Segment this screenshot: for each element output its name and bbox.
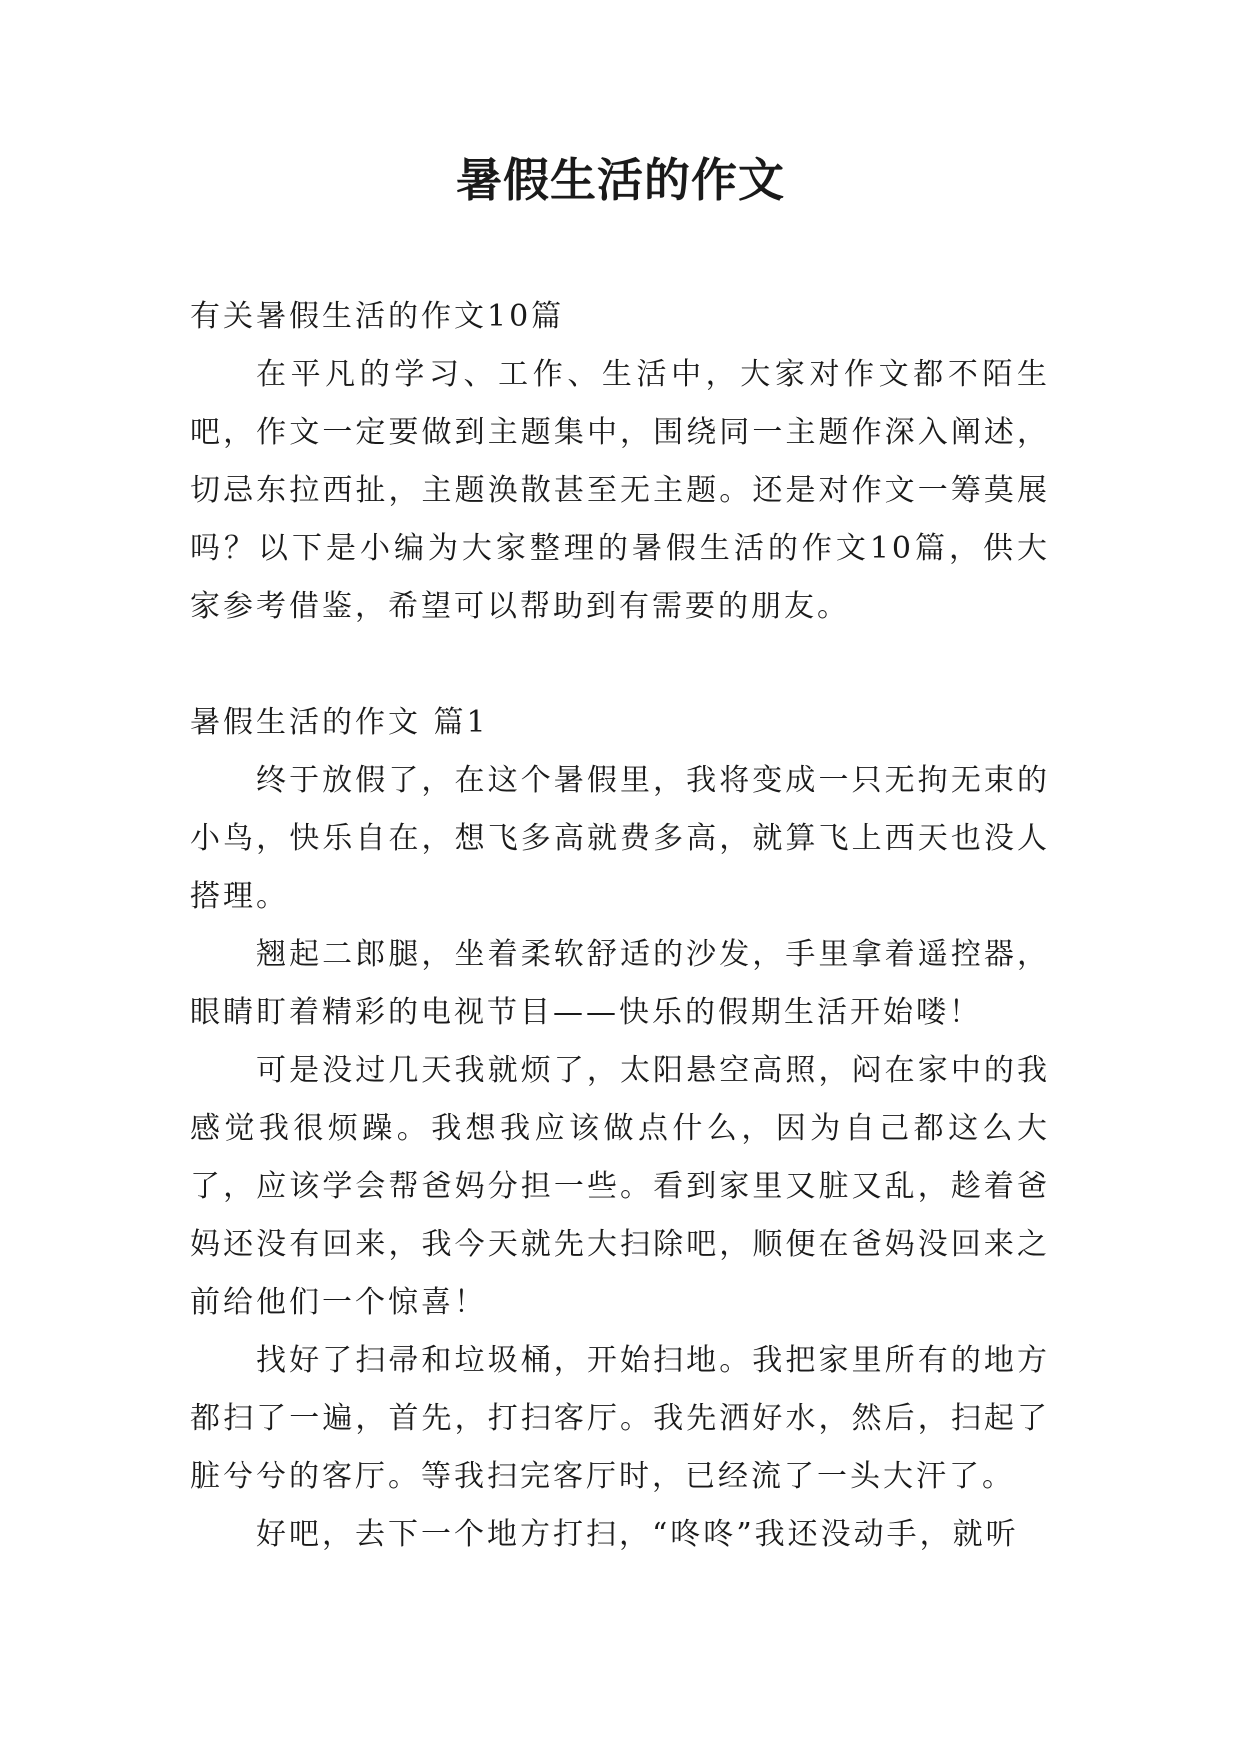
body-paragraph: 找好了扫帚和垃圾桶，开始扫地。我把家里所有的地方都扫了一遍，首先，打扫客厅。我先洒好水，然后，扫起了脏兮兮的客厅。等我扫完客厅时，已经流了一头大汗了。 [190, 1343, 1050, 1494]
document-title: 暑假生活的作文 [456, 153, 785, 207]
body-paragraph: 终于放假了，在这个暑假里，我将变成一只无拘无束的小鸟，快乐自在，想飞多高就费多高，就算飞上西天也没人搭理。 [190, 763, 1050, 914]
section-spacer [190, 636, 1050, 694]
section-heading: 暑假生活的作文 篇1 [190, 705, 489, 740]
intro-paragraph: 在平凡的学习、工作、生活中，大家对作文都不陌生吧，作文一定要做到主题集中，围绕同一主题作深入阐述，切忌东拉西扯，主题涣散甚至无主题。还是对作文一筹莫展吗？以下是小编为大家整理的暑假生活的作文10篇，供大家参考借鉴，希望可以帮助到有需要的朋友。 [190, 357, 1050, 624]
body-paragraph: 翘起二郎腿，坐着柔软舒适的沙发，手里拿着遥控器，眼睛盯着精彩的电视节目——快乐的假期生活开始喽！ [190, 937, 1050, 1030]
body-paragraph: 可是没过几天我就烦了，太阳悬空高照，闷在家中的我感觉我很烦躁。我想我应该做点什么，因为自己都这么大了，应该学会帮爸妈分担一些。看到家里又脏又乱，趁着爸妈还没有回来，我今天就先大扫除吧，顺便在爸妈没回来之前给他们一个惊喜！ [190, 1053, 1050, 1320]
body-paragraph: 好吧，去下一个地方打扫，“咚咚”我还没动手，就听 [256, 1517, 1019, 1552]
document-body [190, 288, 1050, 1564]
document-subtitle: 有关暑假生活的作文10篇 [190, 299, 565, 334]
